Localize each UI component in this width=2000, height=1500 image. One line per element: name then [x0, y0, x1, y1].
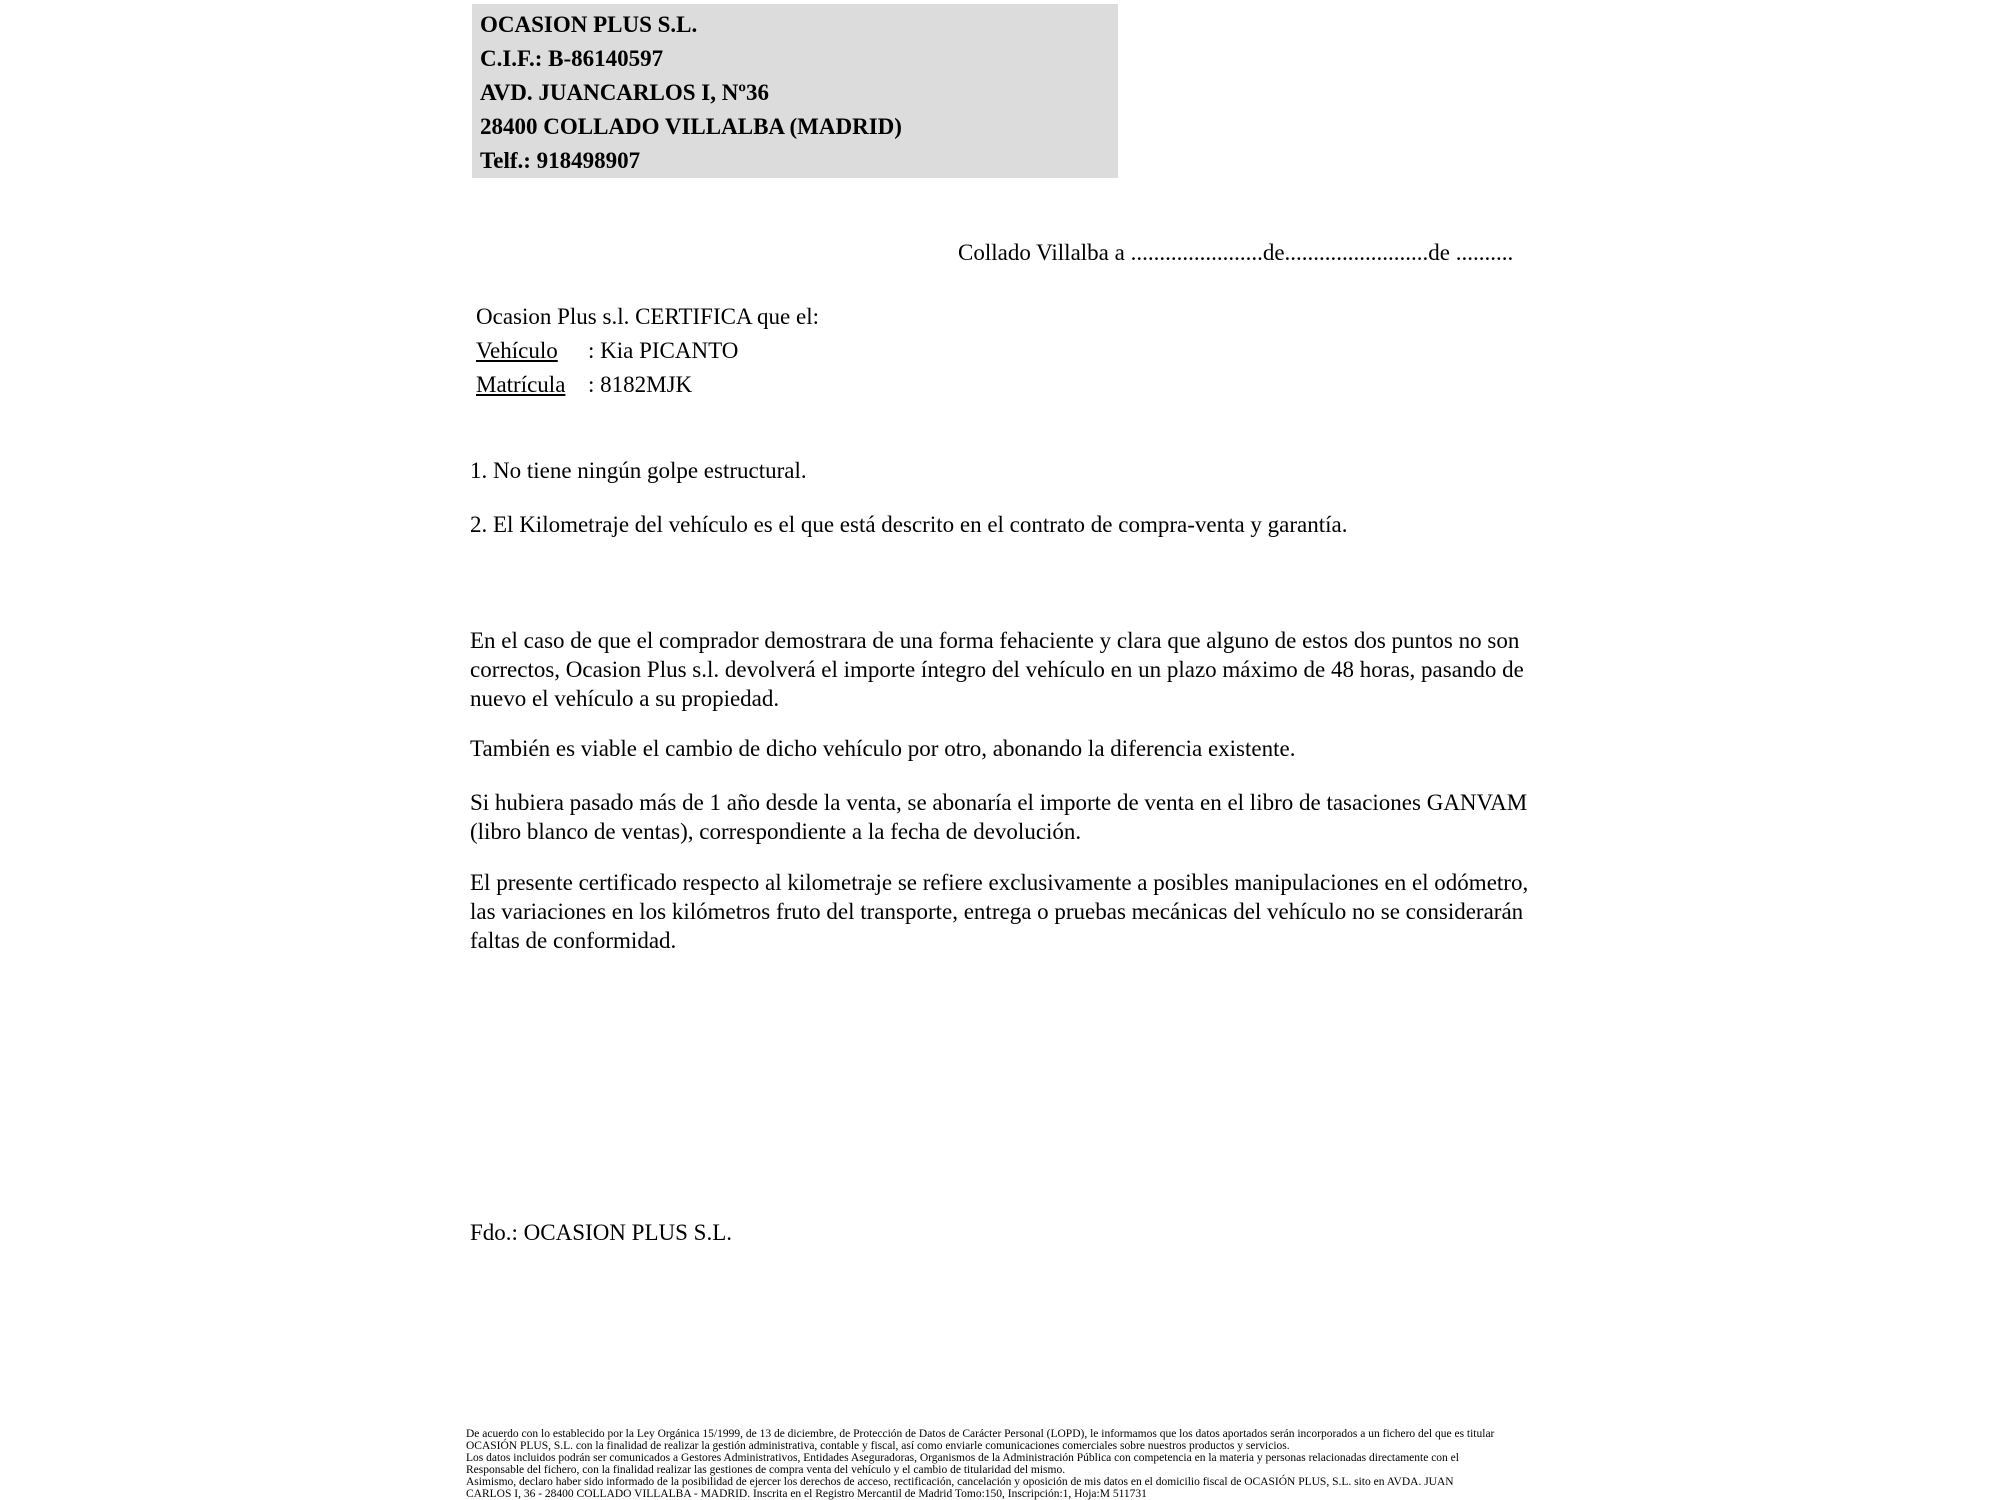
- certified-point-1: 1. No tiene ningún golpe estructural.: [470, 458, 807, 483]
- certification-intro: Ocasion Plus s.l. CERTIFICA que el:: [476, 304, 819, 329]
- legal-footer-line: CARLOS I, 36 - 28400 COLLADO VILLALBA - MADRID. Inscrita en el Registro Mercantil de Madrid Tomo:150, Inscripción:1, Hoja:M 511731: [466, 1488, 1147, 1500]
- vehicle-row: [476, 334, 819, 368]
- paragraph-exchange-clause: También es viable el cambio de dicho vehículo por otro, abonando la diferencia existente.: [470, 736, 1296, 761]
- paragraph-refund-clause: En el caso de que el comprador demostrara de una forma fehaciente y clara que alguno de estos dos puntos no son correctos, Ocasion Plus s.l. devolverá el importe íntegro del vehículo en un plazo máximo de 48 horas, pasando de nuevo el vehículo a su propiedad.: [470, 628, 1524, 711]
- date-placeholder-line: Collado Villalba a .......................de.........................de ..........: [958, 240, 1514, 265]
- legal-footer-line: De acuerdo con lo establecido por la Ley Orgánica 15/1999, de 13 de diciembre, de Protección de Datos de Carácter Personal (LOPD), le informamos que los datos aportados serán incorporados a un fichero del que es titular: [466, 1428, 1495, 1440]
- certified-point-2: 2. El Kilometraje del vehículo es el que está descrito en el contrato de compra-venta y garantía.: [470, 512, 1348, 537]
- plate-value: : 8182MJK: [588, 372, 693, 397]
- company-address: AVD. JUANCARLOS I, Nº36: [480, 80, 769, 105]
- company-cif: C.I.F.: B-86140597: [480, 46, 664, 71]
- paragraph-ganvam-clause: Si hubiera pasado más de 1 año desde la venta, se abonaría el importe de venta en el libro de tasaciones GANVAM (libro blanco de ventas), correspondiente a la fecha de devolución.: [470, 790, 1528, 844]
- company-city: 28400 COLLADO VILLALBA (MADRID): [480, 114, 902, 139]
- signature-line: Fdo.: OCASION PLUS S.L.: [470, 1220, 732, 1245]
- company-header-block: [472, 4, 1118, 178]
- paragraph-odometer-clause: El presente certificado respecto al kilometraje se refiere exclusivamente a posibles manipulaciones en el odómetro, las variaciones en los kilómetros fruto del transporte, entrega o pruebas mecánicas del vehículo no se considerarán faltas de conformidad.: [470, 870, 1529, 953]
- legal-footer: [466, 1428, 1566, 1500]
- vehicle-value: : Kia PICANTO: [588, 338, 739, 363]
- legal-footer-line: Los datos incluidos podrán ser comunicados a Gestores Administrativos, Entidades Aseguradoras, Organismos de la Administración Pública con competencia en la materia y personas relacionadas directamente con el: [466, 1452, 1459, 1464]
- vehicle-label: Vehículo: [476, 338, 558, 363]
- legal-footer-line: OCASIÓN PLUS, S.L. con la finalidad de realizar la gestión administrativa, contable y fiscal, así como enviarle comunicaciones comerciales sobre nuestros productos y servicios.: [466, 1440, 1290, 1452]
- certification-block: [476, 300, 819, 402]
- company-phone: Telf.: 918498907: [480, 148, 641, 173]
- plate-row: [476, 368, 819, 402]
- legal-footer-line: Responsable del fichero, con la finalidad realizar las gestiones de compra venta del vehículo y el cambio de titularidad del mismo.: [466, 1464, 1066, 1476]
- company-name: OCASION PLUS S.L.: [480, 12, 698, 37]
- legal-footer-line: Asimismo, declaro haber sido informado de la posibilidad de ejercer los derechos de acceso, rectificación, cancelación y oposición de mis datos en el domicilio fiscal de OCASIÓN PLUS, S.L. sito en AVDA. JUAN: [466, 1476, 1454, 1488]
- plate-label: Matrícula: [476, 372, 566, 397]
